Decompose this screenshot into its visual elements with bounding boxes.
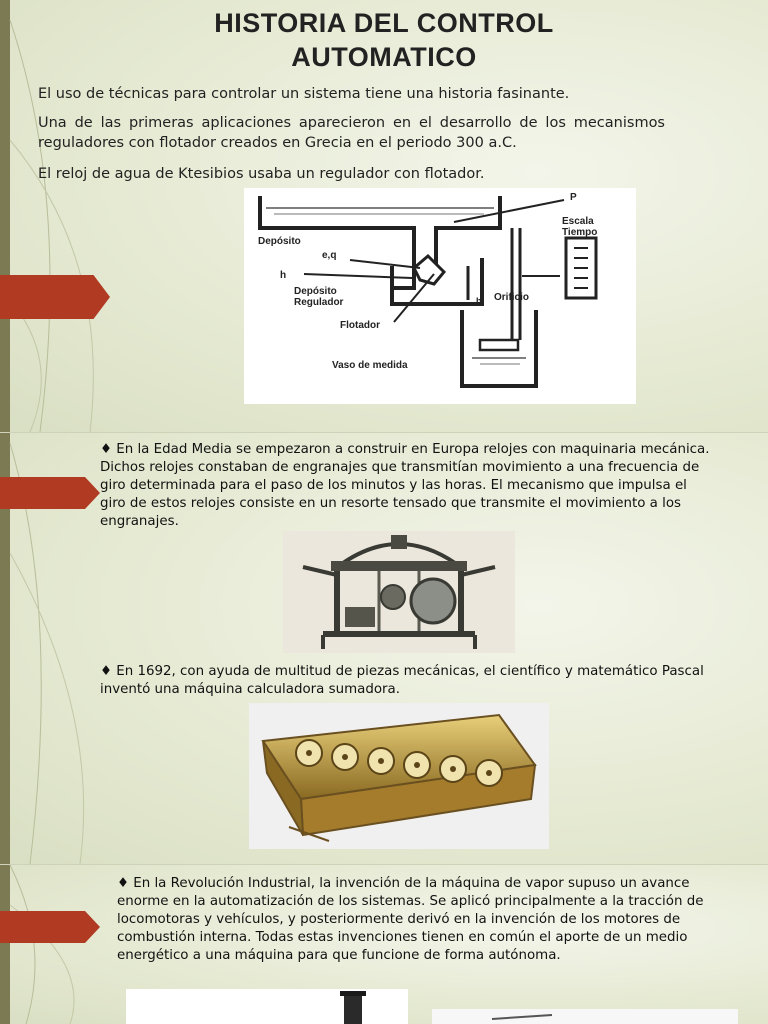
diagram-label-flotador: Flotador <box>340 320 380 331</box>
diagram-label-deposito-regulador: Depósito <box>294 286 337 297</box>
industrial-revolution-paragraph: ♦ En la Revolución Industrial, la invención de la máquina de vapor supuso un avance enorme en la automatización de los sistemas. Se aplicó principalmente a la tracción de locomotoras y vehículos, y posteriormente derivó en la invención de los motores de combustión interna. Todas estas invenciones tienen en común el aporte de un medio energético a una máquina para que funcione de forma autónoma. <box>117 876 704 963</box>
locomotive-image <box>432 1009 738 1024</box>
steam-engine-image <box>126 989 408 1024</box>
slide-1 <box>0 0 768 432</box>
slide-3 <box>0 865 768 1024</box>
accent-arrow <box>0 477 100 509</box>
pascaline-image <box>249 703 549 849</box>
slide-2 <box>0 433 768 864</box>
diagram-label-orificio: Orificio <box>494 292 530 303</box>
diagram-label-regulador: Regulador <box>294 297 344 308</box>
water-clock-diagram <box>244 188 636 404</box>
diagram-label-deposito: Depósito <box>258 236 301 247</box>
diagram-label-p: P <box>570 192 577 203</box>
diagram-label-h: h <box>280 270 287 281</box>
medieval-clock-image <box>283 531 515 653</box>
diagram-label-b: b <box>476 296 482 306</box>
middle-ages-paragraph: ♦ En la Edad Media se empezaron a construir en Europa relojes con maquinaria mecánica. Dichos relojes constaban de engranajes que transmitían movimiento a una frecuencia de giro determinada para el paso de los minutos y las horas. El mecanismo que impulsa el giro de estos relojes consiste en un resorte tensado que transmite el movimiento a los engranajes. <box>100 442 710 529</box>
diagram-label-vaso: Vaso de medida <box>332 360 408 371</box>
diagram-label-escala: Escala <box>562 216 594 227</box>
ktesibios-paragraph: El reloj de agua de Ktesibios usaba un regulador con flotador. <box>38 166 485 182</box>
greece-paragraph: Una de las primeras aplicaciones aparecieron en el desarrollo de los mecanismos reguladores con flotador creados en Grecia en el periodo 300 a.C. <box>38 115 665 151</box>
accent-arrow <box>0 275 110 319</box>
diagram-label-tiempo: Tiempo <box>562 227 598 238</box>
pascal-paragraph: ♦ En 1692, con ayuda de multitud de piezas mecánicas, el científico y matemático Pascal inventó una máquina calculadora sumadora. <box>100 664 704 697</box>
accent-arrow <box>0 911 100 943</box>
page-title: HISTORIA DEL CONTROL <box>214 8 554 38</box>
intro-paragraph: El uso de técnicas para controlar un sistema tiene una historia fasinante. <box>38 86 570 102</box>
page-title-line2: AUTOMATICO <box>291 42 477 72</box>
diagram-label-eq: e,q <box>322 250 337 261</box>
